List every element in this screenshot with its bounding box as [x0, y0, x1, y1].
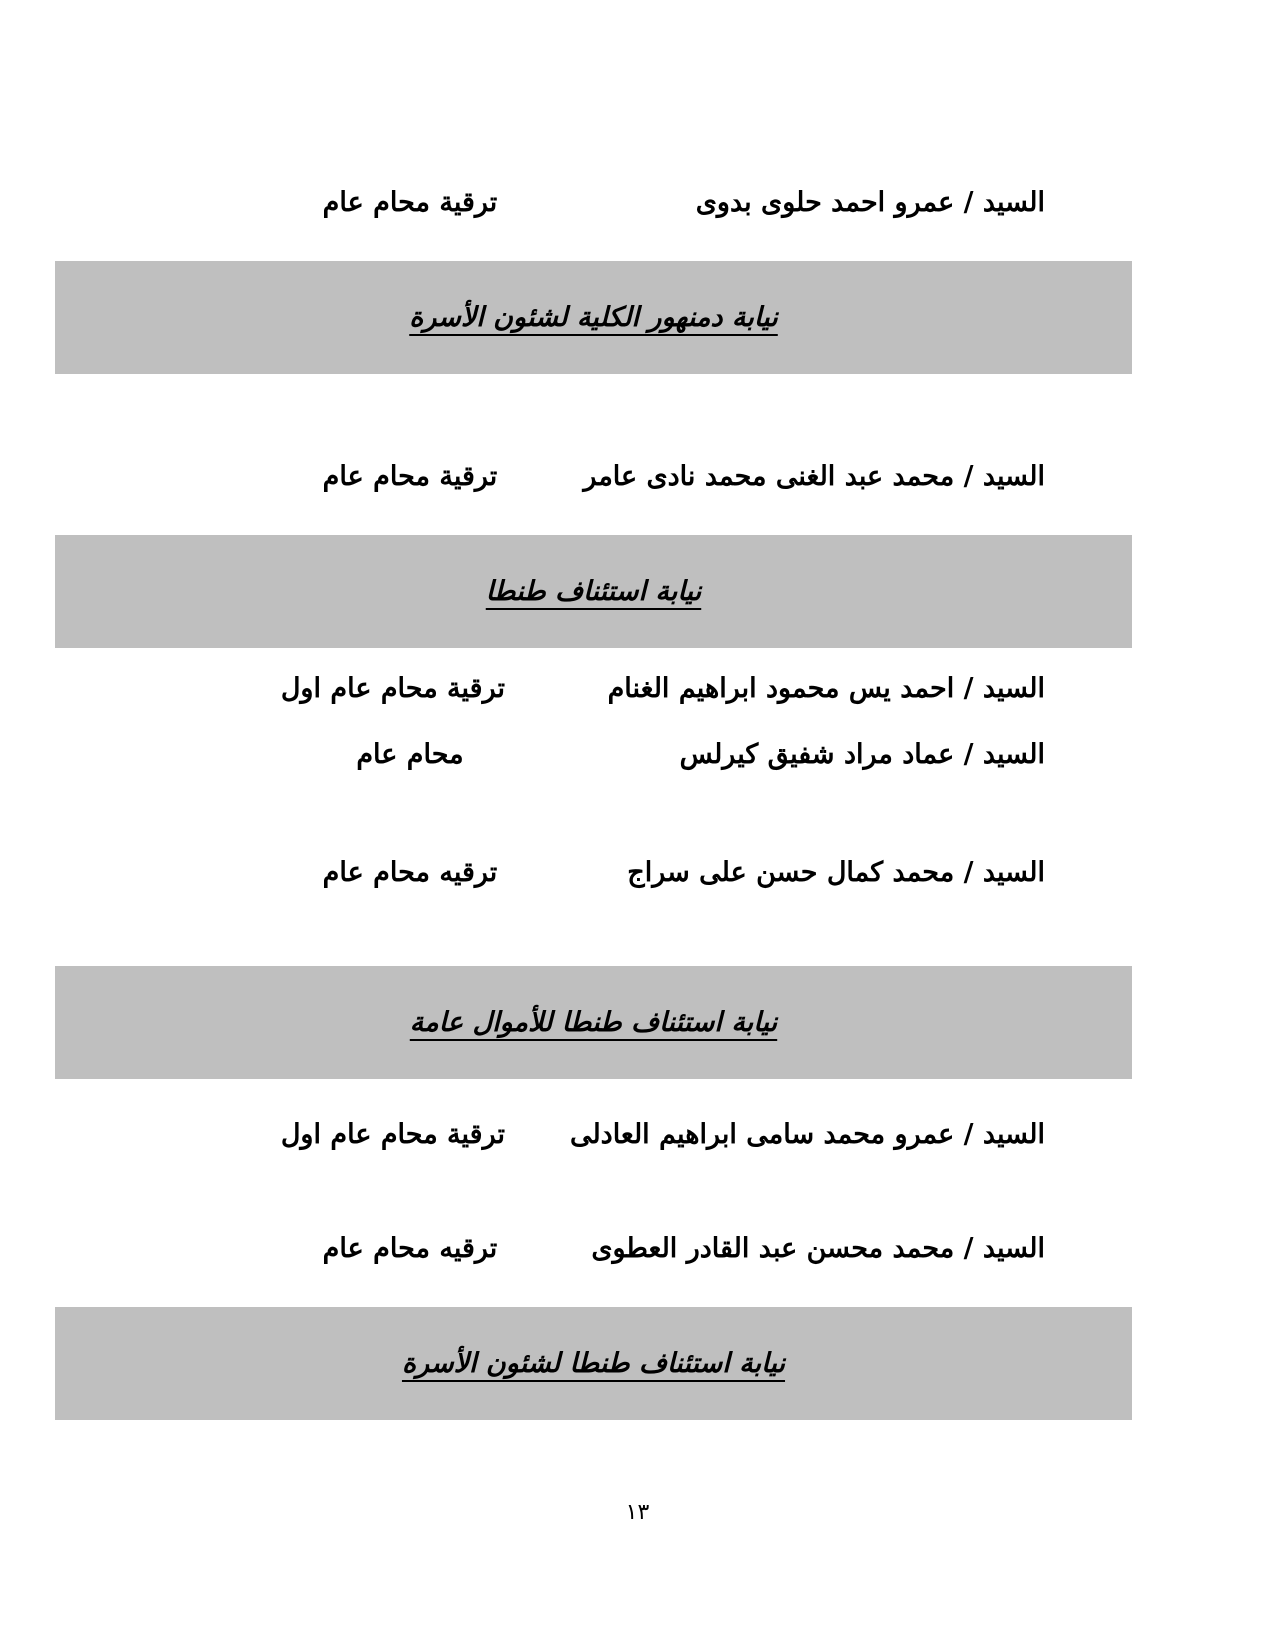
section-title: نيابة استئناف طنطا لشئون الأسرة: [401, 1348, 786, 1379]
person-name: السيد / عمرو احمد حلوى بدوى: [695, 187, 1045, 218]
person-name: السيد / محمد كمال حسن على سراج: [627, 857, 1045, 888]
person-entry: [0, 730, 1275, 780]
section-title: نيابة استئناف طنطا للأموال عامة: [409, 1007, 778, 1038]
section-title: نيابة دمنهور الكلية لشئون الأسرة: [409, 302, 778, 333]
person-rank: ترقية محام عام اول: [280, 1119, 505, 1150]
person-rank: ترقية محام عام: [322, 187, 498, 218]
person-entry: [0, 1224, 1275, 1274]
person-name: السيد / محمد محسن عبد القادر العطوى: [591, 1233, 1045, 1264]
section-title: نيابة استئناف طنطا: [485, 576, 702, 607]
person-name: السيد / احمد يس محمود ابراهيم الغنام: [607, 673, 1045, 704]
person-rank: محام عام: [356, 739, 464, 770]
person-name: السيد / عماد مراد شفيق كيرلس: [679, 739, 1045, 770]
person-rank: ترقية محام عام اول: [280, 673, 505, 704]
person-entry: [0, 178, 1275, 228]
person-name: السيد / محمد عبد الغنى محمد نادى عامر: [583, 461, 1045, 492]
person-entry: [0, 1110, 1275, 1160]
person-rank: ترقيه محام عام: [322, 857, 498, 888]
person-name: السيد / عمرو محمد سامى ابراهيم العادلى: [569, 1119, 1045, 1150]
section-header: [55, 966, 1132, 1079]
page-number: ١٣: [625, 1500, 650, 1525]
section-header: [55, 261, 1132, 374]
person-entry: [0, 664, 1275, 714]
section-header: [55, 1307, 1132, 1420]
person-rank: ترقيه محام عام: [322, 1233, 498, 1264]
person-entry: [0, 452, 1275, 502]
person-entry: [0, 848, 1275, 898]
section-header: [55, 535, 1132, 648]
person-rank: ترقية محام عام: [322, 461, 498, 492]
